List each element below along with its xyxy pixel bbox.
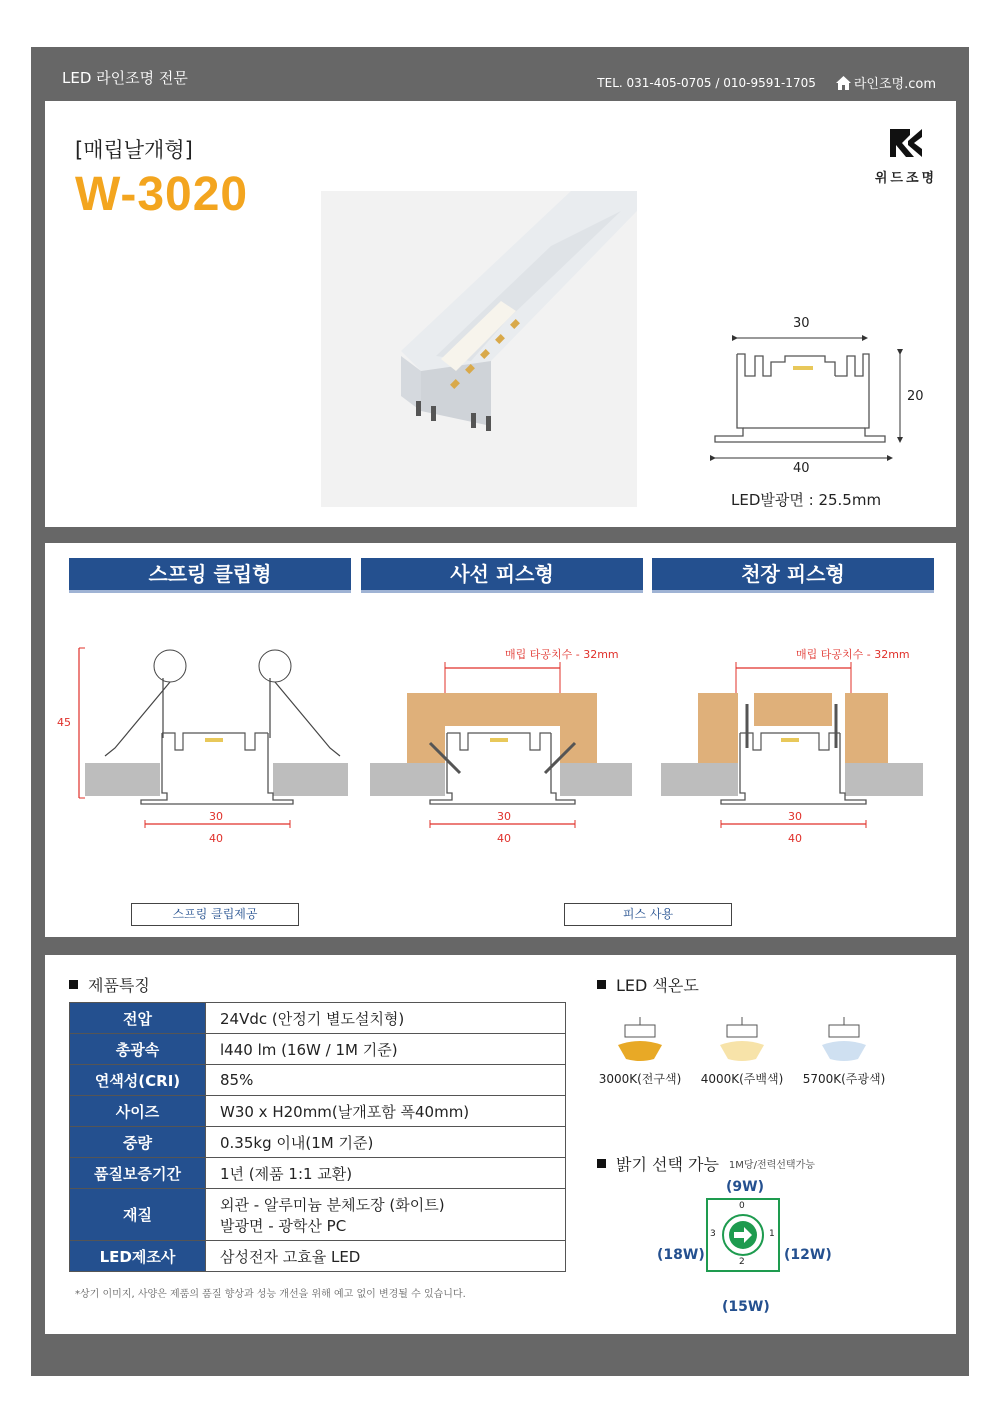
power-left-label: (18W) bbox=[657, 1247, 705, 1263]
features-title bbox=[69, 973, 150, 996]
logo-text: 위드조명 bbox=[874, 171, 938, 186]
ceiling-dim-inner: 30 bbox=[788, 810, 802, 823]
brightness-title-text: 밝기 선택 가능 bbox=[616, 1155, 719, 1174]
diagonal-hole-label: 매립 타공치수 - 32mm bbox=[505, 648, 619, 661]
power-bottom-label: (15W) bbox=[722, 1299, 770, 1315]
disclaimer-note: *상기 이미지, 사양은 제품의 품질 향상과 성능 개선을 위해 예고 없이 변경될 수 있습니다. bbox=[75, 1289, 466, 1300]
emit-face-label: LED발광면 : 25.5mm bbox=[731, 491, 882, 509]
cct-label: 3000K(전구색) bbox=[598, 1072, 682, 1086]
power-top-label: (9W) bbox=[726, 1179, 764, 1195]
cct-item-5700k bbox=[794, 1017, 894, 1087]
pos-1: 1 bbox=[769, 1229, 775, 1239]
company-logo bbox=[871, 123, 941, 186]
brightness-title bbox=[597, 1152, 815, 1175]
product-panel bbox=[45, 101, 956, 527]
dim-height-label: 20 bbox=[907, 389, 924, 404]
product-photo bbox=[321, 191, 637, 507]
power-right-label: (12W) bbox=[784, 1247, 832, 1263]
rotary-switch[interactable] bbox=[706, 1198, 780, 1272]
spring-clip-diagram bbox=[57, 638, 355, 848]
product-category: [매립날개형] bbox=[75, 138, 193, 162]
header-contact bbox=[597, 73, 936, 92]
ceiling-hole-label: 매립 타공치수 - 32mm bbox=[796, 648, 910, 661]
features-title-text: 제품특징 bbox=[88, 976, 150, 995]
tag-screw: 피스 사용 bbox=[564, 903, 732, 926]
table-row: 재질 외관 - 알루미늄 분체도장 (화이트) 발광면 - 광학산 PC bbox=[70, 1189, 566, 1241]
home-icon bbox=[836, 76, 851, 90]
material-exterior: 외관 - 알루미늄 분체도장 (화이트) bbox=[220, 1195, 445, 1214]
spring-dim-outer: 40 bbox=[209, 832, 223, 845]
install-type-diagonal: 사선 피스형 bbox=[361, 558, 643, 593]
table-row: 중량 0.35kg 이내(1M 기준) bbox=[70, 1127, 566, 1158]
table-row: LED제조사 삼성전자 고효율 LED bbox=[70, 1241, 566, 1272]
material-diffuser: 발광면 - 광학산 PC bbox=[220, 1216, 347, 1235]
spring-height-label: 45 bbox=[57, 716, 71, 729]
cct-item-4000k bbox=[692, 1017, 792, 1087]
spring-dim-inner: 30 bbox=[209, 810, 223, 823]
cct-title-text: LED 색온도 bbox=[616, 976, 699, 995]
pos-0: 0 bbox=[739, 1201, 745, 1211]
table-row: 품질보증기간 1년 (제품 1:1 교환) bbox=[70, 1158, 566, 1189]
install-type-ceiling: 천장 피스형 bbox=[652, 558, 934, 593]
bullet-square-icon bbox=[597, 1159, 606, 1168]
cct-title bbox=[597, 973, 699, 996]
product-model: W-3020 bbox=[75, 168, 249, 221]
site-link[interactable] bbox=[836, 73, 936, 92]
ceiling-screw-diagram bbox=[661, 638, 931, 848]
ceiling-dim-outer: 40 bbox=[788, 832, 802, 845]
cct-list bbox=[590, 1017, 920, 1107]
spec-panel bbox=[45, 955, 956, 1334]
lamp-neutral-icon bbox=[712, 1017, 772, 1067]
table-row: 총광속 l440 lm (16W / 1M 기준) bbox=[70, 1034, 566, 1065]
diagonal-dim-inner: 30 bbox=[497, 810, 511, 823]
profile-dimension-drawing bbox=[705, 316, 935, 506]
bullet-square-icon bbox=[597, 980, 606, 989]
table-row: 연색성(CRI) 85% bbox=[70, 1065, 566, 1096]
brand-line: LED 라인조명 전문 bbox=[62, 69, 188, 87]
tel-text: TEL. 031-405-0705 / 010-9591-1705 bbox=[597, 75, 816, 90]
tag-spring-clip: 스프링 클립제공 bbox=[131, 903, 299, 926]
diagonal-screw-diagram bbox=[370, 638, 640, 848]
install-type-spring: 스프링 클립형 bbox=[69, 558, 351, 593]
logo-mark-icon bbox=[886, 123, 926, 163]
cct-item-3000k bbox=[590, 1017, 690, 1087]
lamp-warm-icon bbox=[610, 1017, 670, 1067]
brightness-subtitle: 1M당/전력선택가능 bbox=[728, 1160, 815, 1171]
bullet-square-icon bbox=[69, 980, 78, 989]
cct-label: 5700K(주광색) bbox=[802, 1072, 886, 1086]
diagonal-dim-outer: 40 bbox=[497, 832, 511, 845]
features-table bbox=[69, 1002, 566, 1272]
brightness-selector bbox=[650, 1177, 840, 1317]
lamp-cool-icon bbox=[814, 1017, 874, 1067]
table-row: 사이즈 W30 x H20mm(날개포함 폭40mm) bbox=[70, 1096, 566, 1127]
site-text: 라인조명.com bbox=[853, 77, 936, 92]
install-panel bbox=[45, 543, 956, 937]
pos-2: 2 bbox=[739, 1257, 745, 1267]
dim-flange-label: 40 bbox=[793, 461, 810, 476]
cct-label: 4000K(주백색) bbox=[700, 1072, 784, 1086]
dim-width-label: 30 bbox=[793, 316, 810, 331]
table-row: 전압 24Vdc (안정기 별도설치형) bbox=[70, 1003, 566, 1034]
pos-3: 3 bbox=[710, 1229, 716, 1239]
